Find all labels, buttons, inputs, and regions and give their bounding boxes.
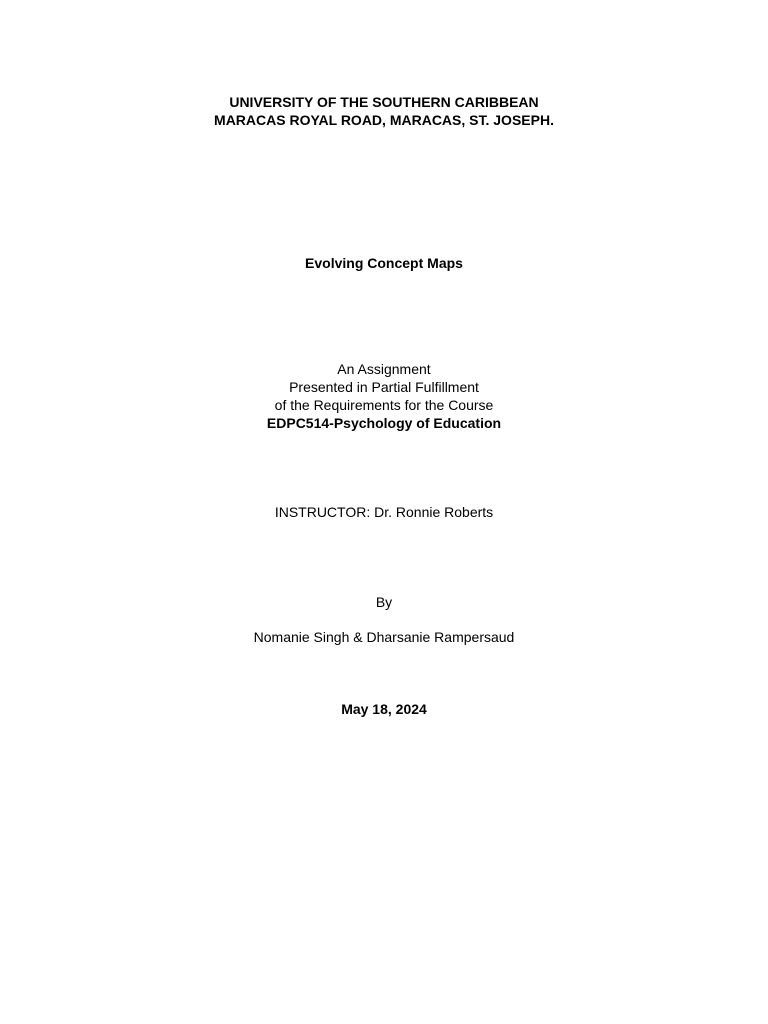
assignment-line-3: of the Requirements for the Course [274, 397, 494, 413]
university-address: MARACAS ROYAL ROAD, MARACAS, ST. JOSEPH. [214, 112, 554, 128]
course-name: EDPC514-Psychology of Education [266, 415, 502, 431]
university-name: UNIVERSITY OF THE SOUTHERN CARIBBEAN [229, 94, 539, 110]
assignment-line-1: An Assignment [337, 361, 431, 377]
submission-date: May 18, 2024 [341, 701, 427, 717]
instructor-line: INSTRUCTOR: Dr. Ronnie Roberts [274, 504, 494, 520]
assignment-title: Evolving Concept Maps [305, 255, 463, 271]
authors-line: Nomanie Singh & Dharsanie Rampersaud [253, 629, 515, 645]
assignment-line-2: Presented in Partial Fulfillment [289, 379, 479, 395]
by-label: By [375, 594, 393, 610]
